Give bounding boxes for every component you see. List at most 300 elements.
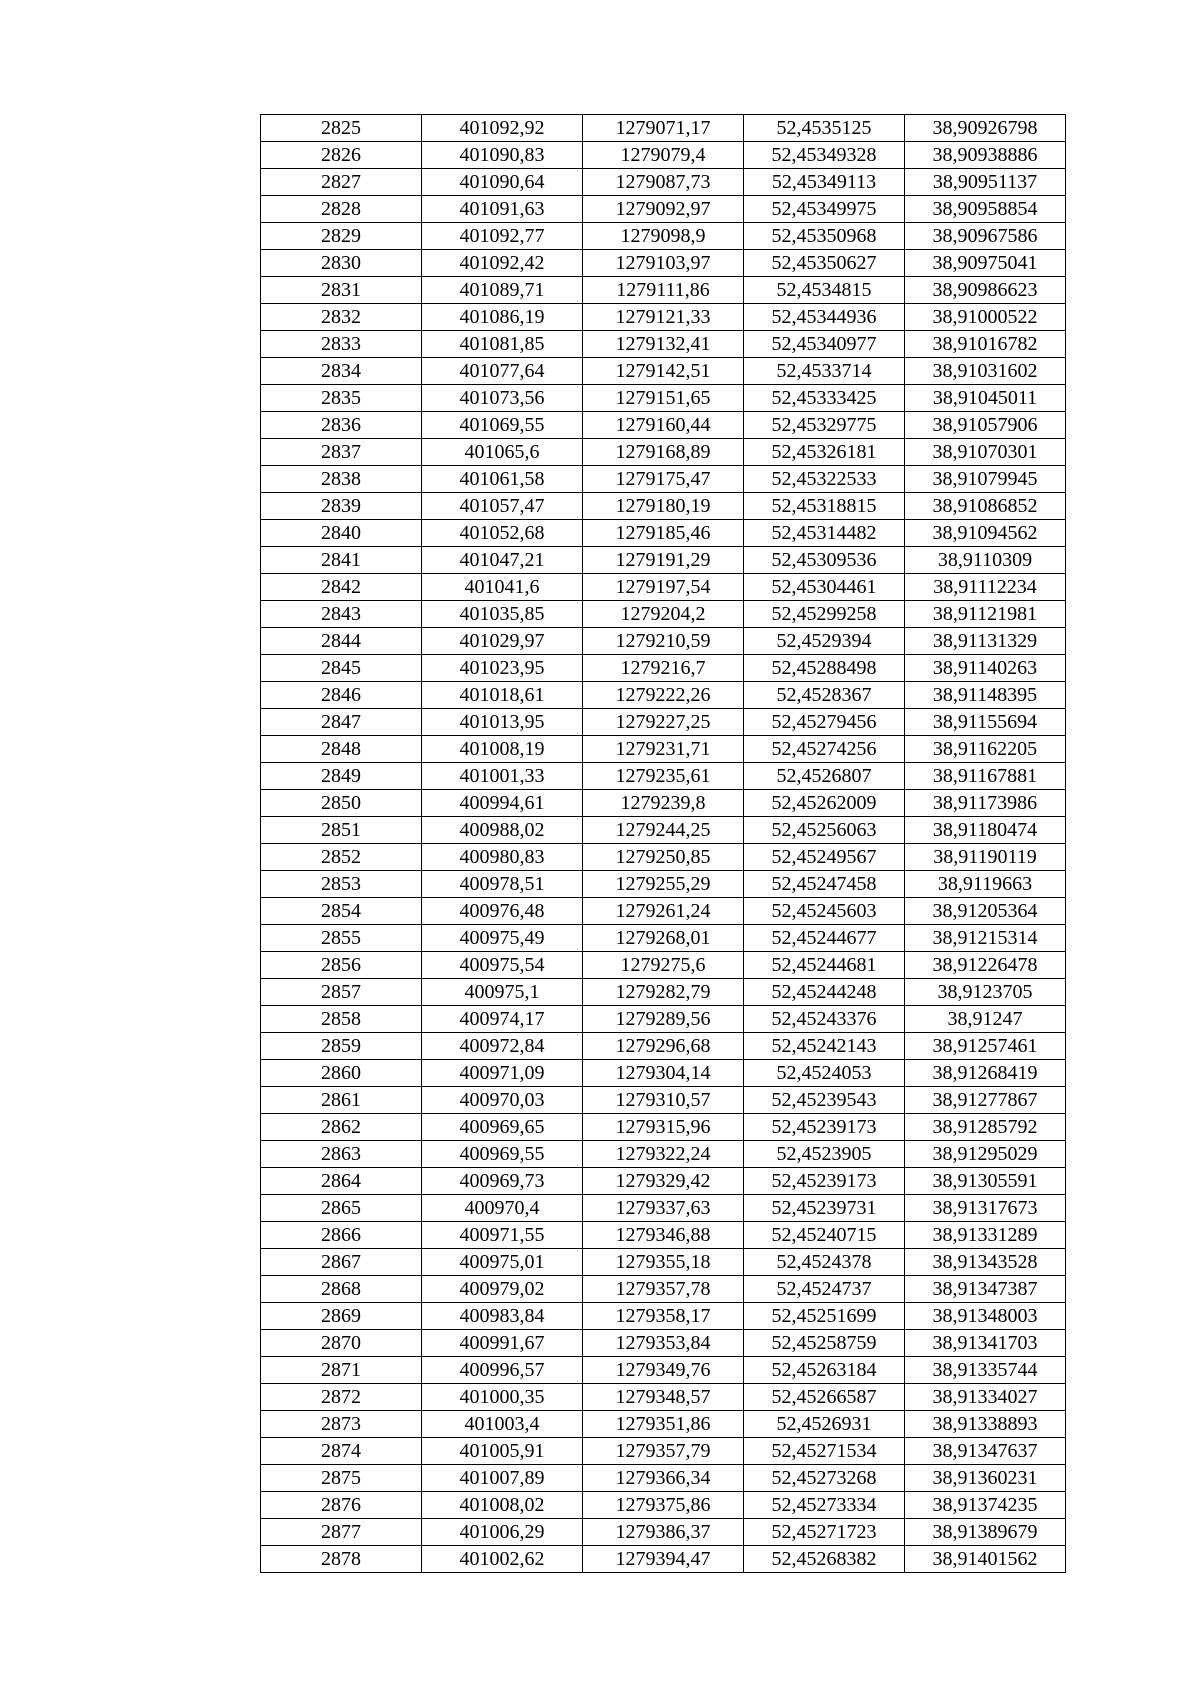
y-coordinate-cell: 1279160,44 (583, 412, 744, 439)
table-row (261, 925, 1066, 952)
y-coordinate-cell: 1279355,18 (583, 1249, 744, 1276)
table-row (261, 520, 1066, 547)
longitude-cell: 38,91347637 (905, 1438, 1066, 1465)
table-row (261, 574, 1066, 601)
y-coordinate-cell: 1279239,8 (583, 790, 744, 817)
longitude-cell: 38,90975041 (905, 250, 1066, 277)
longitude-cell: 38,91335744 (905, 1357, 1066, 1384)
longitude-cell: 38,91121981 (905, 601, 1066, 628)
longitude-cell: 38,90938886 (905, 142, 1066, 169)
latitude-cell: 52,45318815 (744, 493, 905, 520)
longitude-cell: 38,91180474 (905, 817, 1066, 844)
table-row (261, 790, 1066, 817)
longitude-cell: 38,91031602 (905, 358, 1066, 385)
x-coordinate-cell: 401006,29 (422, 1519, 583, 1546)
point-number-cell: 2835 (261, 385, 422, 412)
longitude-cell: 38,90958854 (905, 196, 1066, 223)
latitude-cell: 52,45244681 (744, 952, 905, 979)
latitude-cell: 52,45274256 (744, 736, 905, 763)
latitude-cell: 52,45251699 (744, 1303, 905, 1330)
table-row (261, 385, 1066, 412)
latitude-cell: 52,45273334 (744, 1492, 905, 1519)
x-coordinate-cell: 401092,77 (422, 223, 583, 250)
x-coordinate-cell: 400980,83 (422, 844, 583, 871)
longitude-cell: 38,91079945 (905, 466, 1066, 493)
longitude-cell: 38,91215314 (905, 925, 1066, 952)
y-coordinate-cell: 1279168,89 (583, 439, 744, 466)
table-row (261, 682, 1066, 709)
y-coordinate-cell: 1279329,42 (583, 1168, 744, 1195)
point-number-cell: 2876 (261, 1492, 422, 1519)
table-row (261, 1519, 1066, 1546)
longitude-cell: 38,91112234 (905, 574, 1066, 601)
table-row (261, 763, 1066, 790)
y-coordinate-cell: 1279351,86 (583, 1411, 744, 1438)
longitude-cell: 38,91190119 (905, 844, 1066, 871)
longitude-cell: 38,91167881 (905, 763, 1066, 790)
x-coordinate-cell: 401005,91 (422, 1438, 583, 1465)
point-number-cell: 2831 (261, 277, 422, 304)
table-row (261, 196, 1066, 223)
x-coordinate-cell: 401035,85 (422, 601, 583, 628)
x-coordinate-cell: 400975,1 (422, 979, 583, 1006)
longitude-cell: 38,91285792 (905, 1114, 1066, 1141)
x-coordinate-cell: 401091,63 (422, 196, 583, 223)
y-coordinate-cell: 1279235,61 (583, 763, 744, 790)
point-number-cell: 2878 (261, 1546, 422, 1573)
point-number-cell: 2845 (261, 655, 422, 682)
point-number-cell: 2851 (261, 817, 422, 844)
longitude-cell: 38,91148395 (905, 682, 1066, 709)
point-number-cell: 2855 (261, 925, 422, 952)
latitude-cell: 52,4535125 (744, 115, 905, 142)
table-row (261, 1114, 1066, 1141)
longitude-cell: 38,90926798 (905, 115, 1066, 142)
y-coordinate-cell: 1279337,63 (583, 1195, 744, 1222)
x-coordinate-cell: 401081,85 (422, 331, 583, 358)
latitude-cell: 52,45247458 (744, 871, 905, 898)
y-coordinate-cell: 1279071,17 (583, 115, 744, 142)
table-row (261, 1249, 1066, 1276)
latitude-cell: 52,45256063 (744, 817, 905, 844)
latitude-cell: 52,45349328 (744, 142, 905, 169)
y-coordinate-cell: 1279098,9 (583, 223, 744, 250)
y-coordinate-cell: 1279204,2 (583, 601, 744, 628)
x-coordinate-cell: 400972,84 (422, 1033, 583, 1060)
point-number-cell: 2858 (261, 1006, 422, 1033)
table-row (261, 952, 1066, 979)
longitude-cell: 38,91401562 (905, 1546, 1066, 1573)
point-number-cell: 2867 (261, 1249, 422, 1276)
x-coordinate-cell: 400969,55 (422, 1141, 583, 1168)
x-coordinate-cell: 401001,33 (422, 763, 583, 790)
table-row (261, 142, 1066, 169)
y-coordinate-cell: 1279268,01 (583, 925, 744, 952)
y-coordinate-cell: 1279358,17 (583, 1303, 744, 1330)
x-coordinate-cell: 400974,17 (422, 1006, 583, 1033)
latitude-cell: 52,45349113 (744, 169, 905, 196)
point-number-cell: 2874 (261, 1438, 422, 1465)
latitude-cell: 52,45333425 (744, 385, 905, 412)
point-number-cell: 2843 (261, 601, 422, 628)
x-coordinate-cell: 401041,6 (422, 574, 583, 601)
latitude-cell: 52,45244248 (744, 979, 905, 1006)
latitude-cell: 52,45273268 (744, 1465, 905, 1492)
point-number-cell: 2850 (261, 790, 422, 817)
point-number-cell: 2833 (261, 331, 422, 358)
table-row (261, 1195, 1066, 1222)
point-number-cell: 2853 (261, 871, 422, 898)
longitude-cell: 38,91155694 (905, 709, 1066, 736)
point-number-cell: 2861 (261, 1087, 422, 1114)
longitude-cell: 38,91338893 (905, 1411, 1066, 1438)
y-coordinate-cell: 1279191,29 (583, 547, 744, 574)
point-number-cell: 2830 (261, 250, 422, 277)
point-number-cell: 2869 (261, 1303, 422, 1330)
longitude-cell: 38,91389679 (905, 1519, 1066, 1546)
y-coordinate-cell: 1279151,65 (583, 385, 744, 412)
point-number-cell: 2844 (261, 628, 422, 655)
point-number-cell: 2854 (261, 898, 422, 925)
point-number-cell: 2834 (261, 358, 422, 385)
y-coordinate-cell: 1279121,33 (583, 304, 744, 331)
y-coordinate-cell: 1279296,68 (583, 1033, 744, 1060)
point-number-cell: 2860 (261, 1060, 422, 1087)
latitude-cell: 52,45239173 (744, 1114, 905, 1141)
longitude-cell: 38,9119663 (905, 871, 1066, 898)
point-number-cell: 2846 (261, 682, 422, 709)
table-row (261, 331, 1066, 358)
point-number-cell: 2842 (261, 574, 422, 601)
x-coordinate-cell: 400975,01 (422, 1249, 583, 1276)
table-row (261, 655, 1066, 682)
x-coordinate-cell: 401089,71 (422, 277, 583, 304)
x-coordinate-cell: 401047,21 (422, 547, 583, 574)
point-number-cell: 2859 (261, 1033, 422, 1060)
table-row (261, 844, 1066, 871)
point-number-cell: 2852 (261, 844, 422, 871)
longitude-cell: 38,91317673 (905, 1195, 1066, 1222)
x-coordinate-cell: 401018,61 (422, 682, 583, 709)
x-coordinate-cell: 400975,54 (422, 952, 583, 979)
table-row (261, 1006, 1066, 1033)
y-coordinate-cell: 1279357,78 (583, 1276, 744, 1303)
x-coordinate-cell: 401061,58 (422, 466, 583, 493)
longitude-cell: 38,91341703 (905, 1330, 1066, 1357)
latitude-cell: 52,45340977 (744, 331, 905, 358)
y-coordinate-cell: 1279175,47 (583, 466, 744, 493)
y-coordinate-cell: 1279386,37 (583, 1519, 744, 1546)
latitude-cell: 52,45249567 (744, 844, 905, 871)
table-row (261, 304, 1066, 331)
y-coordinate-cell: 1279079,4 (583, 142, 744, 169)
table-row (261, 1141, 1066, 1168)
point-number-cell: 2875 (261, 1465, 422, 1492)
x-coordinate-cell: 401029,97 (422, 628, 583, 655)
x-coordinate-cell: 400978,51 (422, 871, 583, 898)
x-coordinate-cell: 400979,02 (422, 1276, 583, 1303)
longitude-cell: 38,91016782 (905, 331, 1066, 358)
x-coordinate-cell: 401002,62 (422, 1546, 583, 1573)
y-coordinate-cell: 1279261,24 (583, 898, 744, 925)
y-coordinate-cell: 1279289,56 (583, 1006, 744, 1033)
latitude-cell: 52,4523905 (744, 1141, 905, 1168)
latitude-cell: 52,45271723 (744, 1519, 905, 1546)
longitude-cell: 38,90951137 (905, 169, 1066, 196)
point-number-cell: 2870 (261, 1330, 422, 1357)
point-number-cell: 2829 (261, 223, 422, 250)
y-coordinate-cell: 1279348,57 (583, 1384, 744, 1411)
y-coordinate-cell: 1279375,86 (583, 1492, 744, 1519)
latitude-cell: 52,4526807 (744, 763, 905, 790)
y-coordinate-cell: 1279255,29 (583, 871, 744, 898)
latitude-cell: 52,4528367 (744, 682, 905, 709)
point-number-cell: 2872 (261, 1384, 422, 1411)
latitude-cell: 52,45349975 (744, 196, 905, 223)
latitude-cell: 52,45329775 (744, 412, 905, 439)
y-coordinate-cell: 1279092,97 (583, 196, 744, 223)
point-number-cell: 2841 (261, 547, 422, 574)
table-row (261, 1492, 1066, 1519)
x-coordinate-cell: 400975,49 (422, 925, 583, 952)
x-coordinate-cell: 401065,6 (422, 439, 583, 466)
table-row (261, 1330, 1066, 1357)
x-coordinate-cell: 401090,83 (422, 142, 583, 169)
latitude-cell: 52,45350968 (744, 223, 905, 250)
point-number-cell: 2837 (261, 439, 422, 466)
table-row (261, 439, 1066, 466)
longitude-cell: 38,91205364 (905, 898, 1066, 925)
y-coordinate-cell: 1279275,6 (583, 952, 744, 979)
table-row (261, 169, 1066, 196)
latitude-cell: 52,45322533 (744, 466, 905, 493)
x-coordinate-cell: 400991,67 (422, 1330, 583, 1357)
latitude-cell: 52,45243376 (744, 1006, 905, 1033)
longitude-cell: 38,91162205 (905, 736, 1066, 763)
y-coordinate-cell: 1279216,7 (583, 655, 744, 682)
longitude-cell: 38,91343528 (905, 1249, 1066, 1276)
x-coordinate-cell: 401069,55 (422, 412, 583, 439)
y-coordinate-cell: 1279346,88 (583, 1222, 744, 1249)
point-number-cell: 2877 (261, 1519, 422, 1546)
x-coordinate-cell: 400988,02 (422, 817, 583, 844)
table-row (261, 736, 1066, 763)
latitude-cell: 52,45262009 (744, 790, 905, 817)
longitude-cell: 38,91070301 (905, 439, 1066, 466)
point-number-cell: 2847 (261, 709, 422, 736)
latitude-cell: 52,45240715 (744, 1222, 905, 1249)
table-row (261, 709, 1066, 736)
y-coordinate-cell: 1279210,59 (583, 628, 744, 655)
table-row (261, 1411, 1066, 1438)
y-coordinate-cell: 1279197,54 (583, 574, 744, 601)
latitude-cell: 52,45239731 (744, 1195, 905, 1222)
longitude-cell: 38,91094562 (905, 520, 1066, 547)
x-coordinate-cell: 400970,03 (422, 1087, 583, 1114)
longitude-cell: 38,91057906 (905, 412, 1066, 439)
x-coordinate-cell: 401007,89 (422, 1465, 583, 1492)
point-number-cell: 2865 (261, 1195, 422, 1222)
y-coordinate-cell: 1279132,41 (583, 331, 744, 358)
coordinates-table (260, 114, 1066, 1573)
longitude-cell: 38,91226478 (905, 952, 1066, 979)
longitude-cell: 38,91000522 (905, 304, 1066, 331)
point-number-cell: 2838 (261, 466, 422, 493)
x-coordinate-cell: 401013,95 (422, 709, 583, 736)
y-coordinate-cell: 1279142,51 (583, 358, 744, 385)
latitude-cell: 52,4524378 (744, 1249, 905, 1276)
y-coordinate-cell: 1279353,84 (583, 1330, 744, 1357)
table-row (261, 1438, 1066, 1465)
table-row (261, 412, 1066, 439)
longitude-cell: 38,91086852 (905, 493, 1066, 520)
point-number-cell: 2873 (261, 1411, 422, 1438)
table-row (261, 1033, 1066, 1060)
latitude-cell: 52,45266587 (744, 1384, 905, 1411)
longitude-cell: 38,91045011 (905, 385, 1066, 412)
latitude-cell: 52,4526931 (744, 1411, 905, 1438)
latitude-cell: 52,4529394 (744, 628, 905, 655)
table-row (261, 1087, 1066, 1114)
y-coordinate-cell: 1279180,19 (583, 493, 744, 520)
y-coordinate-cell: 1279103,97 (583, 250, 744, 277)
y-coordinate-cell: 1279227,25 (583, 709, 744, 736)
table-row (261, 628, 1066, 655)
latitude-cell: 52,4524053 (744, 1060, 905, 1087)
point-number-cell: 2868 (261, 1276, 422, 1303)
latitude-cell: 52,4524737 (744, 1276, 905, 1303)
point-number-cell: 2857 (261, 979, 422, 1006)
latitude-cell: 52,45239173 (744, 1168, 905, 1195)
x-coordinate-cell: 400971,09 (422, 1060, 583, 1087)
x-coordinate-cell: 400976,48 (422, 898, 583, 925)
y-coordinate-cell: 1279282,79 (583, 979, 744, 1006)
x-coordinate-cell: 401008,02 (422, 1492, 583, 1519)
table-row (261, 871, 1066, 898)
table-row (261, 547, 1066, 574)
table-row (261, 1546, 1066, 1573)
y-coordinate-cell: 1279222,26 (583, 682, 744, 709)
table-row (261, 1465, 1066, 1492)
longitude-cell: 38,91334027 (905, 1384, 1066, 1411)
longitude-cell: 38,91295029 (905, 1141, 1066, 1168)
point-number-cell: 2832 (261, 304, 422, 331)
point-number-cell: 2836 (261, 412, 422, 439)
y-coordinate-cell: 1279304,14 (583, 1060, 744, 1087)
table-row (261, 223, 1066, 250)
point-number-cell: 2825 (261, 115, 422, 142)
longitude-cell: 38,91173986 (905, 790, 1066, 817)
x-coordinate-cell: 400994,61 (422, 790, 583, 817)
table-row (261, 1222, 1066, 1249)
table-row (261, 1060, 1066, 1087)
point-number-cell: 2828 (261, 196, 422, 223)
x-coordinate-cell: 401003,4 (422, 1411, 583, 1438)
table-row (261, 115, 1066, 142)
x-coordinate-cell: 401008,19 (422, 736, 583, 763)
point-number-cell: 2839 (261, 493, 422, 520)
x-coordinate-cell: 400969,73 (422, 1168, 583, 1195)
point-number-cell: 2866 (261, 1222, 422, 1249)
x-coordinate-cell: 400971,55 (422, 1222, 583, 1249)
latitude-cell: 52,4533714 (744, 358, 905, 385)
latitude-cell: 52,45304461 (744, 574, 905, 601)
latitude-cell: 52,45242143 (744, 1033, 905, 1060)
table-row (261, 601, 1066, 628)
point-number-cell: 2840 (261, 520, 422, 547)
latitude-cell: 52,45350627 (744, 250, 905, 277)
latitude-cell: 52,45263184 (744, 1357, 905, 1384)
longitude-cell: 38,9123705 (905, 979, 1066, 1006)
x-coordinate-cell: 401092,92 (422, 115, 583, 142)
table-row (261, 1276, 1066, 1303)
longitude-cell: 38,90967586 (905, 223, 1066, 250)
table-row (261, 358, 1066, 385)
y-coordinate-cell: 1279185,46 (583, 520, 744, 547)
x-coordinate-cell: 401092,42 (422, 250, 583, 277)
point-number-cell: 2864 (261, 1168, 422, 1195)
table-row (261, 1357, 1066, 1384)
longitude-cell: 38,91348003 (905, 1303, 1066, 1330)
latitude-cell: 52,45309536 (744, 547, 905, 574)
y-coordinate-cell: 1279250,85 (583, 844, 744, 871)
y-coordinate-cell: 1279357,79 (583, 1438, 744, 1465)
y-coordinate-cell: 1279310,57 (583, 1087, 744, 1114)
latitude-cell: 52,45288498 (744, 655, 905, 682)
x-coordinate-cell: 401000,35 (422, 1384, 583, 1411)
y-coordinate-cell: 1279349,76 (583, 1357, 744, 1384)
y-coordinate-cell: 1279111,86 (583, 277, 744, 304)
latitude-cell: 52,45245603 (744, 898, 905, 925)
y-coordinate-cell: 1279322,24 (583, 1141, 744, 1168)
x-coordinate-cell: 401086,19 (422, 304, 583, 331)
x-coordinate-cell: 401057,47 (422, 493, 583, 520)
longitude-cell: 38,91374235 (905, 1492, 1066, 1519)
point-number-cell: 2826 (261, 142, 422, 169)
longitude-cell: 38,90986623 (905, 277, 1066, 304)
x-coordinate-cell: 401023,95 (422, 655, 583, 682)
point-number-cell: 2862 (261, 1114, 422, 1141)
longitude-cell: 38,91140263 (905, 655, 1066, 682)
table-row (261, 466, 1066, 493)
longitude-cell: 38,91347387 (905, 1276, 1066, 1303)
longitude-cell: 38,91257461 (905, 1033, 1066, 1060)
longitude-cell: 38,9110309 (905, 547, 1066, 574)
point-number-cell: 2856 (261, 952, 422, 979)
table-row (261, 817, 1066, 844)
longitude-cell: 38,91268419 (905, 1060, 1066, 1087)
point-number-cell: 2848 (261, 736, 422, 763)
coordinates-table-body (261, 115, 1066, 1573)
point-number-cell: 2871 (261, 1357, 422, 1384)
table-row (261, 898, 1066, 925)
table-row (261, 493, 1066, 520)
x-coordinate-cell: 401077,64 (422, 358, 583, 385)
longitude-cell: 38,91131329 (905, 628, 1066, 655)
table-row (261, 979, 1066, 1006)
x-coordinate-cell: 400970,4 (422, 1195, 583, 1222)
longitude-cell: 38,91331289 (905, 1222, 1066, 1249)
longitude-cell: 38,91277867 (905, 1087, 1066, 1114)
y-coordinate-cell: 1279244,25 (583, 817, 744, 844)
table-row (261, 250, 1066, 277)
x-coordinate-cell: 401073,56 (422, 385, 583, 412)
x-coordinate-cell: 401090,64 (422, 169, 583, 196)
x-coordinate-cell: 401052,68 (422, 520, 583, 547)
longitude-cell: 38,91247 (905, 1006, 1066, 1033)
latitude-cell: 52,45268382 (744, 1546, 905, 1573)
latitude-cell: 52,45258759 (744, 1330, 905, 1357)
